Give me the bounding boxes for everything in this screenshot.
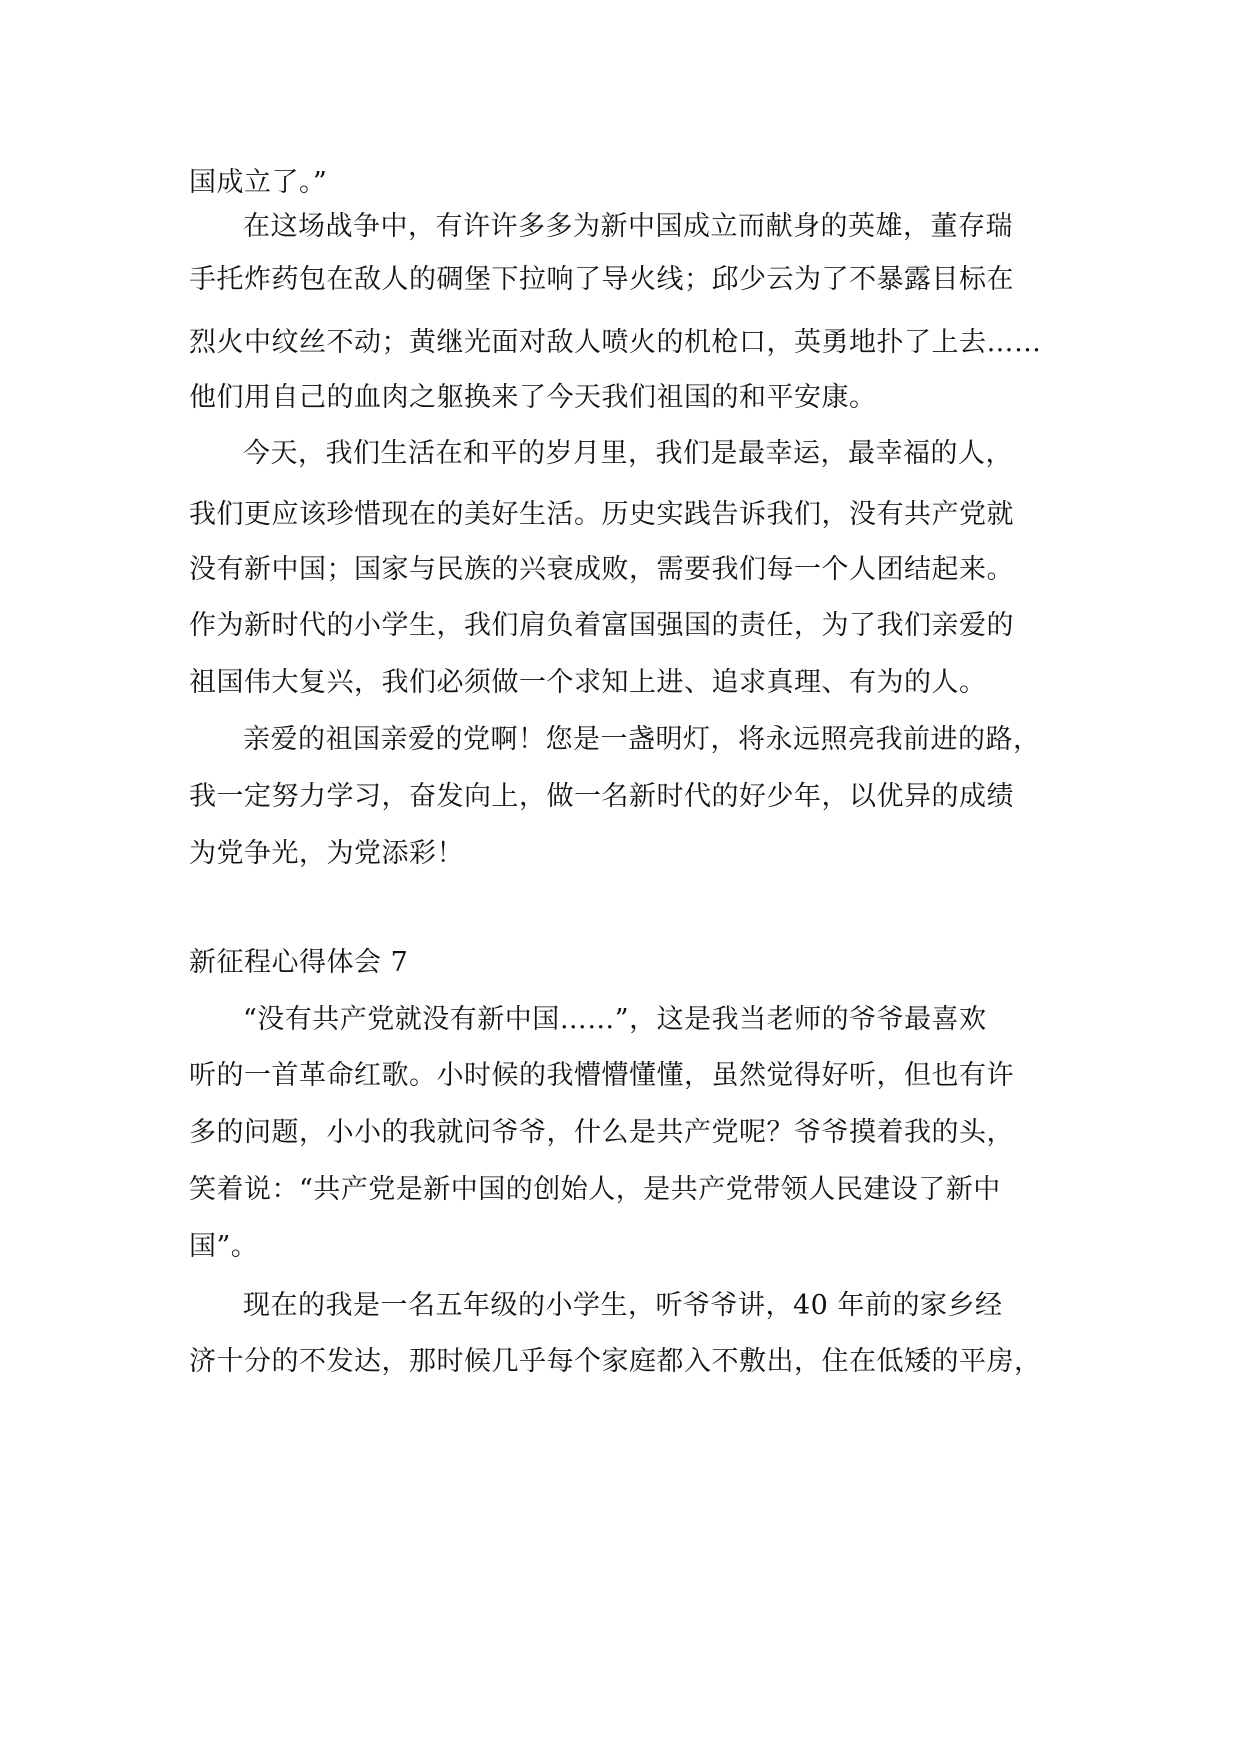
- text-line: 听的一首革命红歌。小时候的我懵懵懂懂，虽然觉得好听，但也有许: [189, 1060, 1014, 1091]
- text-line: 国”。: [189, 1231, 259, 1262]
- paragraph-start-line: 今天，我们生活在和平的岁月里，我们是最幸运，最幸福的人，: [243, 438, 1013, 469]
- section-heading: 新征程心得体会 7: [189, 947, 409, 978]
- text-line: 没有新中国；国家与民族的兴衰成败，需要我们每一个人团结起来。: [189, 554, 1014, 585]
- paragraph-start-line: 在这场战争中，有许许多多为新中国成立而献身的英雄，董存瑞: [243, 211, 1013, 242]
- text-line: 祖国伟大复兴，我们必须做一个求知上进、追求真理、有为的人。: [189, 667, 987, 698]
- text-line: 他们用自己的血肉之躯换来了今天我们祖国的和平安康。: [189, 382, 877, 413]
- text-line: 手托炸药包在敌人的碉堡下拉响了导火线；邱少云为了不暴露目标在: [189, 264, 1014, 295]
- paragraph-start-line: 亲爱的祖国亲爱的党啊！您是一盏明灯，将永远照亮我前进的路，: [243, 724, 1041, 755]
- text-line: 济十分的不发达，那时候几乎每个家庭都入不敷出，住在低矮的平房，: [189, 1346, 1042, 1377]
- text-line: 我们更应该珍惜现在的美好生活。历史实践告诉我们，没有共产党就: [189, 499, 1014, 530]
- text-line: 我一定努力学习，奋发向上，做一名新时代的好少年，以优异的成绩: [189, 781, 1014, 812]
- text-line: 烈火中纹丝不动；黄继光面对敌人喷火的机枪口，英勇地扑了上去……: [189, 327, 1042, 358]
- text-line: 为党争光，为党添彩！: [189, 838, 464, 869]
- text-line: 作为新时代的小学生，我们肩负着富国强国的责任，为了我们亲爱的: [189, 610, 1014, 641]
- text-line: 多的问题，小小的我就问爷爷，什么是共产党呢？爷爷摸着我的头，: [189, 1117, 1014, 1148]
- text-line: 笑着说：“共产党是新中国的创始人，是共产党带领人民建设了新中: [189, 1174, 1001, 1205]
- text-line: 国成立了。”: [189, 167, 328, 198]
- paragraph-start-line: 现在的我是一名五年级的小学生，听爷爷讲，40 年前的家乡经: [243, 1290, 1003, 1321]
- paragraph-start-line: “没有共产党就没有新中国……”，这是我当老师的爷爷最喜欢: [243, 1004, 987, 1035]
